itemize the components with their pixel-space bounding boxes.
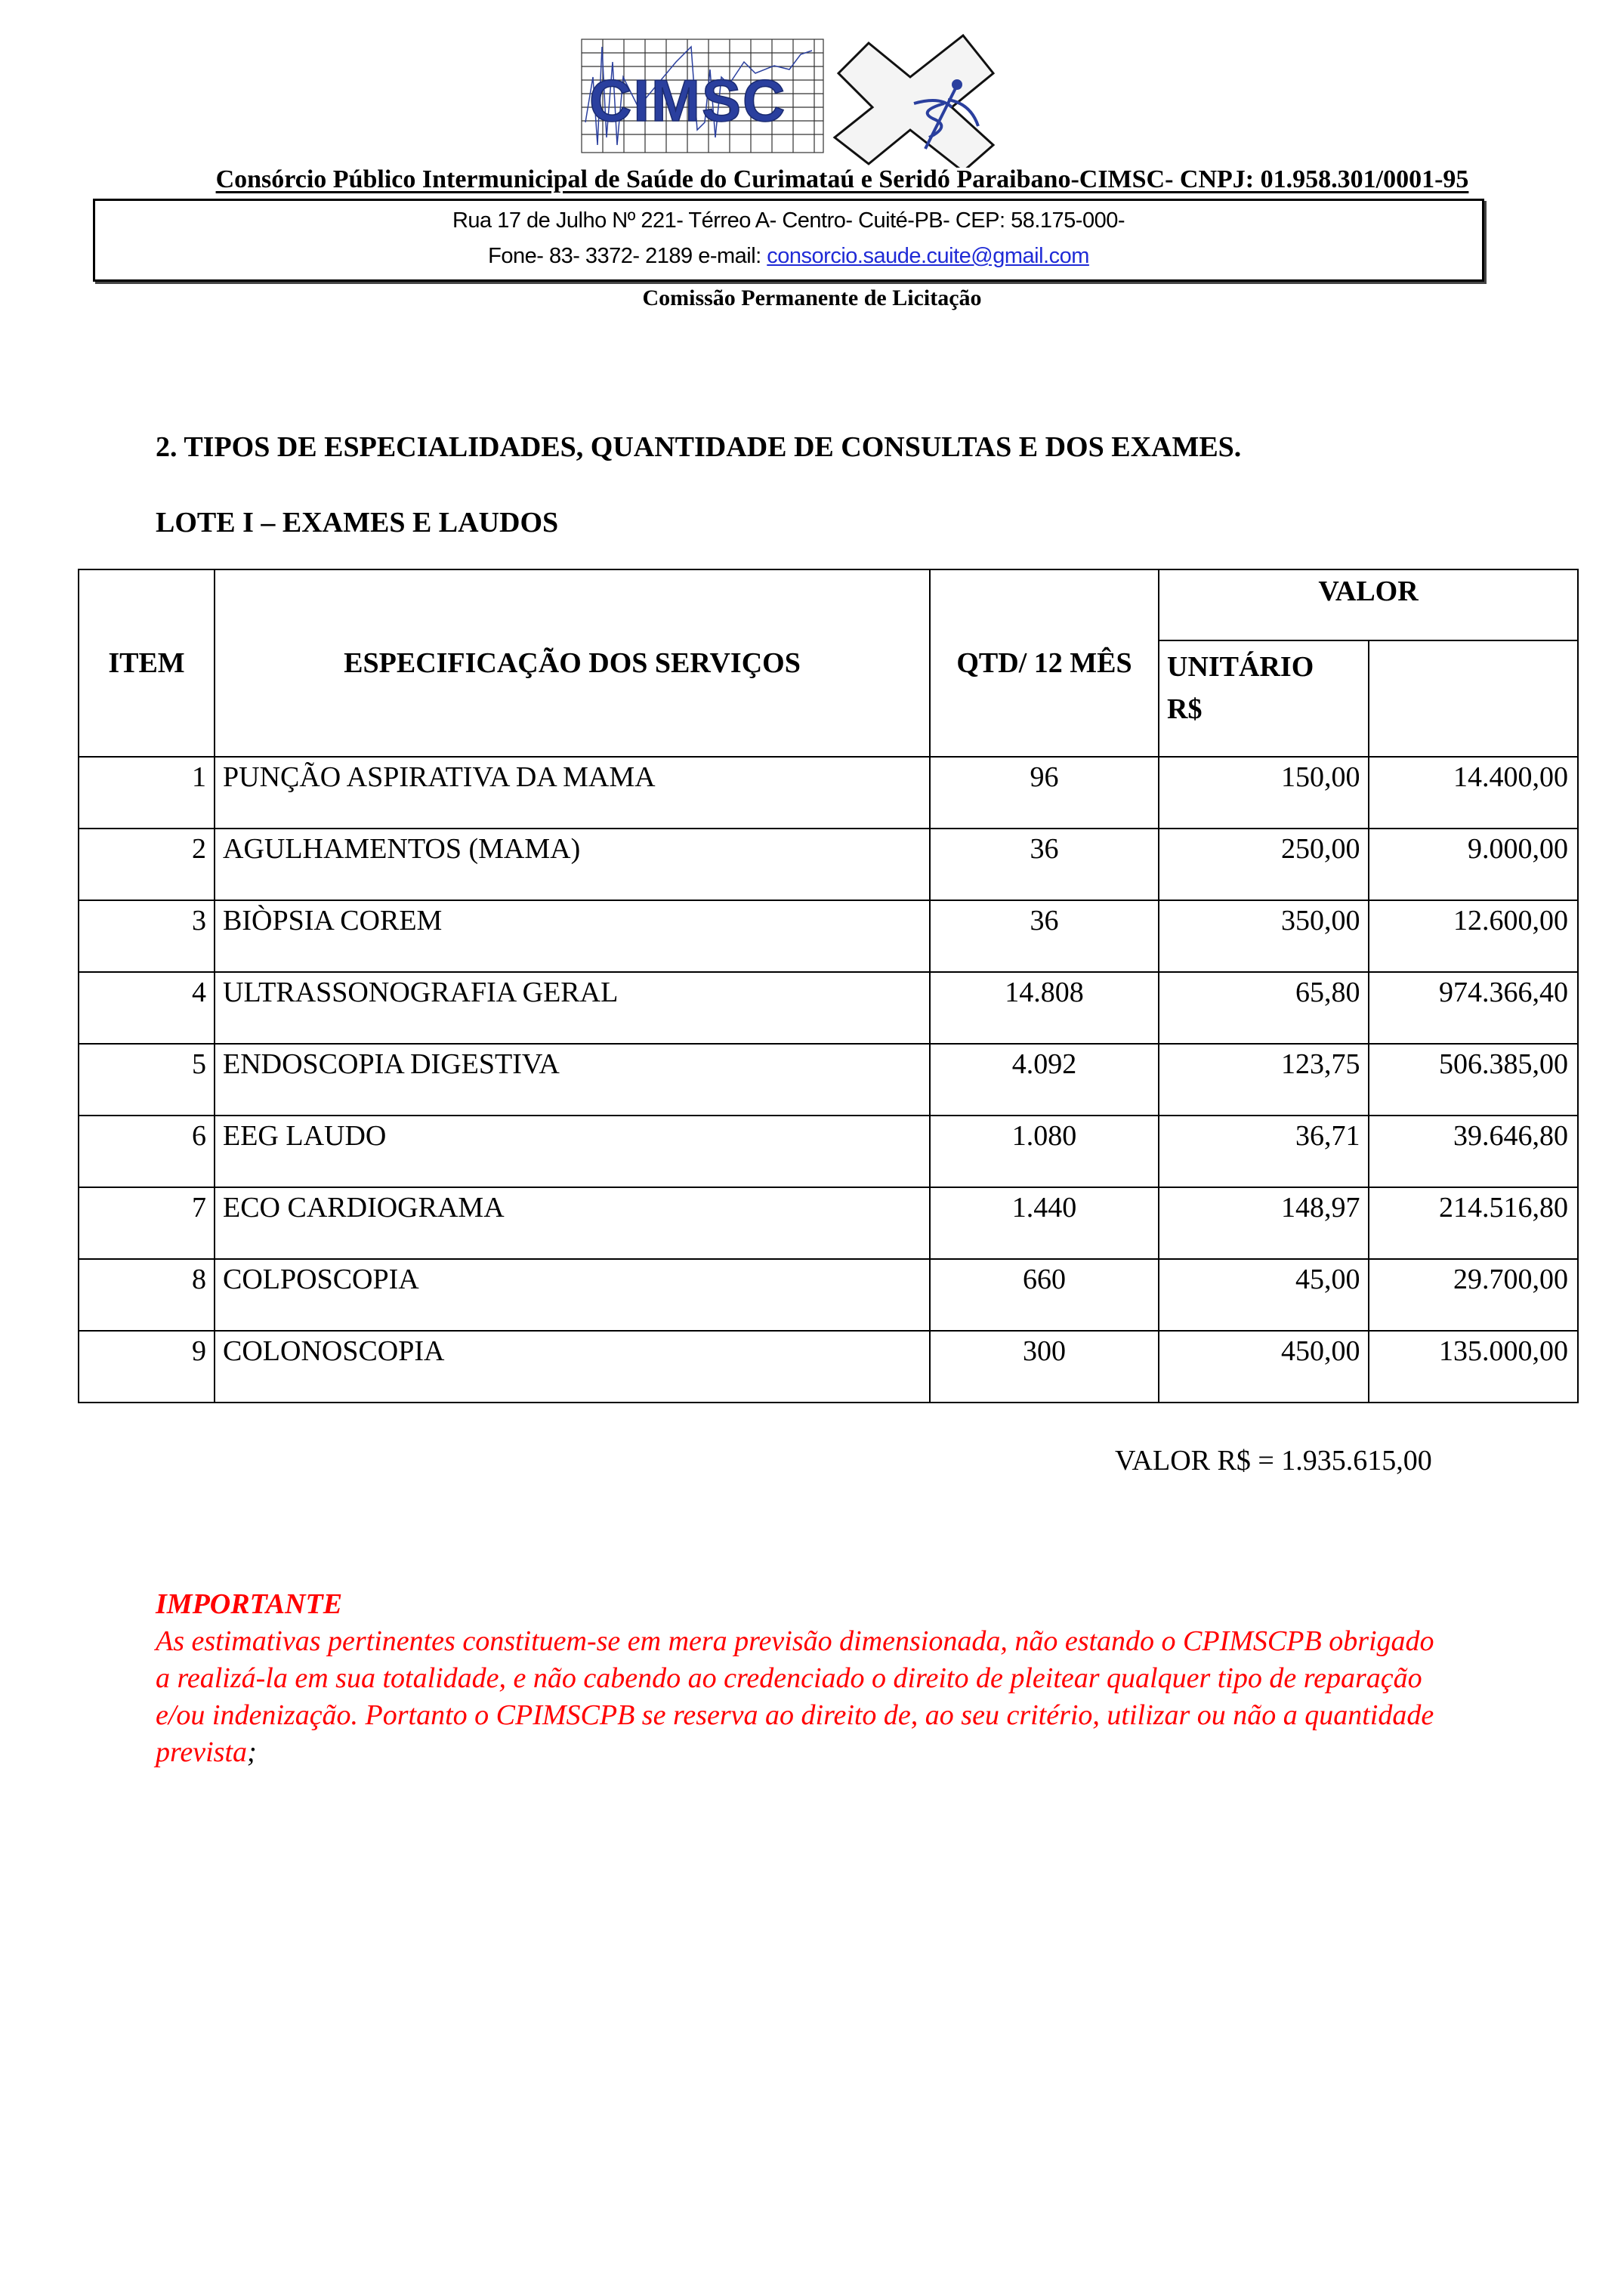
logo-text: CIMSC — [589, 67, 787, 134]
cell-spec: ECO CARDIOGRAMA — [215, 1187, 930, 1259]
cell-qtd: 300 — [930, 1331, 1159, 1403]
cell-total: 506.385,00 — [1369, 1044, 1579, 1116]
cell-item: 5 — [79, 1044, 215, 1116]
table-row — [79, 1259, 1578, 1331]
cell-item: 1 — [79, 757, 215, 829]
important-notice — [156, 1586, 1455, 1771]
cell-unit-price: 250,00 — [1159, 829, 1369, 900]
cell-unit-price: 45,00 — [1159, 1259, 1369, 1331]
phone-text: Fone- 83- 3372- 2189 e-mail: — [488, 244, 767, 268]
cell-total: 29.700,00 — [1369, 1259, 1579, 1331]
cell-total: 12.600,00 — [1369, 900, 1579, 972]
cell-total: 214.516,80 — [1369, 1187, 1579, 1259]
cell-unit-price: 36,71 — [1159, 1116, 1369, 1187]
cell-total: 39.646,80 — [1369, 1116, 1579, 1187]
table-row — [79, 972, 1578, 1044]
email-link[interactable]: consorcio.saude.cuite@gmail.com — [767, 244, 1089, 268]
cell-qtd: 1.440 — [930, 1187, 1159, 1259]
cell-qtd: 96 — [930, 757, 1159, 829]
cell-unit-price: 148,97 — [1159, 1187, 1369, 1259]
cell-qtd: 660 — [930, 1259, 1159, 1331]
cell-total: 9.000,00 — [1369, 829, 1579, 900]
cell-spec: PUNÇÃO ASPIRATIVA DA MAMA — [215, 757, 930, 829]
cell-qtd: 36 — [930, 900, 1159, 972]
table-row — [79, 1331, 1578, 1403]
important-body: As estimativas pertinentes constituem-se em mera previsão dimensionada, não estando o CPIMSCPB obrigado a realizá-la em sua totalidade, e não cabendo ao credenciado o direito de pleitear qualquer tipo de reparação e/ou indenização. Portanto o CPIMSCPB se reserva ao direito de, ao seu critério, utilizar ou não a quantidade prevista — [156, 1625, 1434, 1768]
cell-item: 4 — [79, 972, 215, 1044]
cell-item: 2 — [79, 829, 215, 900]
organization-title — [0, 165, 1624, 194]
column-header-item: ITEM — [79, 569, 215, 757]
column-header-unit — [1159, 640, 1369, 757]
cell-spec: ULTRASSONOGRAFIA GERAL — [215, 972, 930, 1044]
cell-unit-price: 150,00 — [1159, 757, 1369, 829]
cell-spec: BIÒPSIA COREM — [215, 900, 930, 972]
services-table — [78, 569, 1579, 1403]
commission-subtitle: Comissão Permanente de Licitação — [642, 285, 982, 310]
column-header-qtd: QTD/ 12 MÊS — [930, 569, 1159, 757]
cell-qtd: 1.080 — [930, 1116, 1159, 1187]
column-header-total — [1369, 640, 1579, 757]
address-line: Rua 17 de Julho Nº 221- Térreo A- Centro- Cuité-PB- CEP: 58.175-000- — [452, 208, 1125, 233]
contact-box — [93, 199, 1484, 282]
cell-unit-price: 123,75 — [1159, 1044, 1369, 1116]
cell-unit-price: 65,80 — [1159, 972, 1369, 1044]
cell-item: 9 — [79, 1331, 215, 1403]
cell-spec: ENDOSCOPIA DIGESTIVA — [215, 1044, 930, 1116]
table-row — [79, 1187, 1578, 1259]
column-header-spec: ESPECIFICAÇÃO DOS SERVIÇOS — [215, 569, 930, 757]
cell-total: 974.366,40 — [1369, 972, 1579, 1044]
table-row — [79, 1044, 1578, 1116]
cell-spec: COLONOSCOPIA — [215, 1331, 930, 1403]
table-row — [79, 829, 1578, 900]
cell-qtd: 4.092 — [930, 1044, 1159, 1116]
cell-item: 3 — [79, 900, 215, 972]
organization-title-text: Consórcio Público Intermunicipal de Saúde do Curimataú e Seridó Paraibano-CIMSC- CNPJ: 01.958.301/0001-95 — [215, 165, 1469, 193]
cell-qtd: 14.808 — [930, 972, 1159, 1044]
unit-header-line2: R$ — [1167, 693, 1203, 725]
cell-item: 8 — [79, 1259, 215, 1331]
grand-total: VALOR R$ = 1.935.615,00 — [1115, 1445, 1432, 1477]
cell-item: 7 — [79, 1187, 215, 1259]
lote-title: LOTE I – EXAMES E LAUDOS — [156, 507, 559, 539]
cell-unit-price: 450,00 — [1159, 1331, 1369, 1403]
cell-total: 135.000,00 — [1369, 1331, 1579, 1403]
phone-email-line — [95, 244, 1482, 269]
cell-unit-price: 350,00 — [1159, 900, 1369, 972]
important-trailing: ; — [247, 1736, 257, 1768]
table-row — [79, 900, 1578, 972]
column-header-valor: VALOR — [1159, 569, 1578, 640]
section-title: 2. TIPOS DE ESPECIALIDADES, QUANTIDADE DE CONSULTAS E DOS EXAMES. — [156, 431, 1242, 463]
cell-spec: EEG LAUDO — [215, 1116, 930, 1187]
cell-spec: AGULHAMENTOS (MAMA) — [215, 829, 930, 900]
table-row — [79, 757, 1578, 829]
table-row — [79, 1116, 1578, 1187]
cimsc-logo — [570, 32, 1073, 168]
cell-item: 6 — [79, 1116, 215, 1187]
cell-spec: COLPOSCOPIA — [215, 1259, 930, 1331]
cell-total: 14.400,00 — [1369, 757, 1579, 829]
table-header-row — [79, 569, 1578, 640]
unit-header-line1: UNITÁRIO — [1167, 651, 1314, 683]
cell-qtd: 36 — [930, 829, 1159, 900]
important-heading: IMPORTANTE — [156, 1588, 343, 1620]
